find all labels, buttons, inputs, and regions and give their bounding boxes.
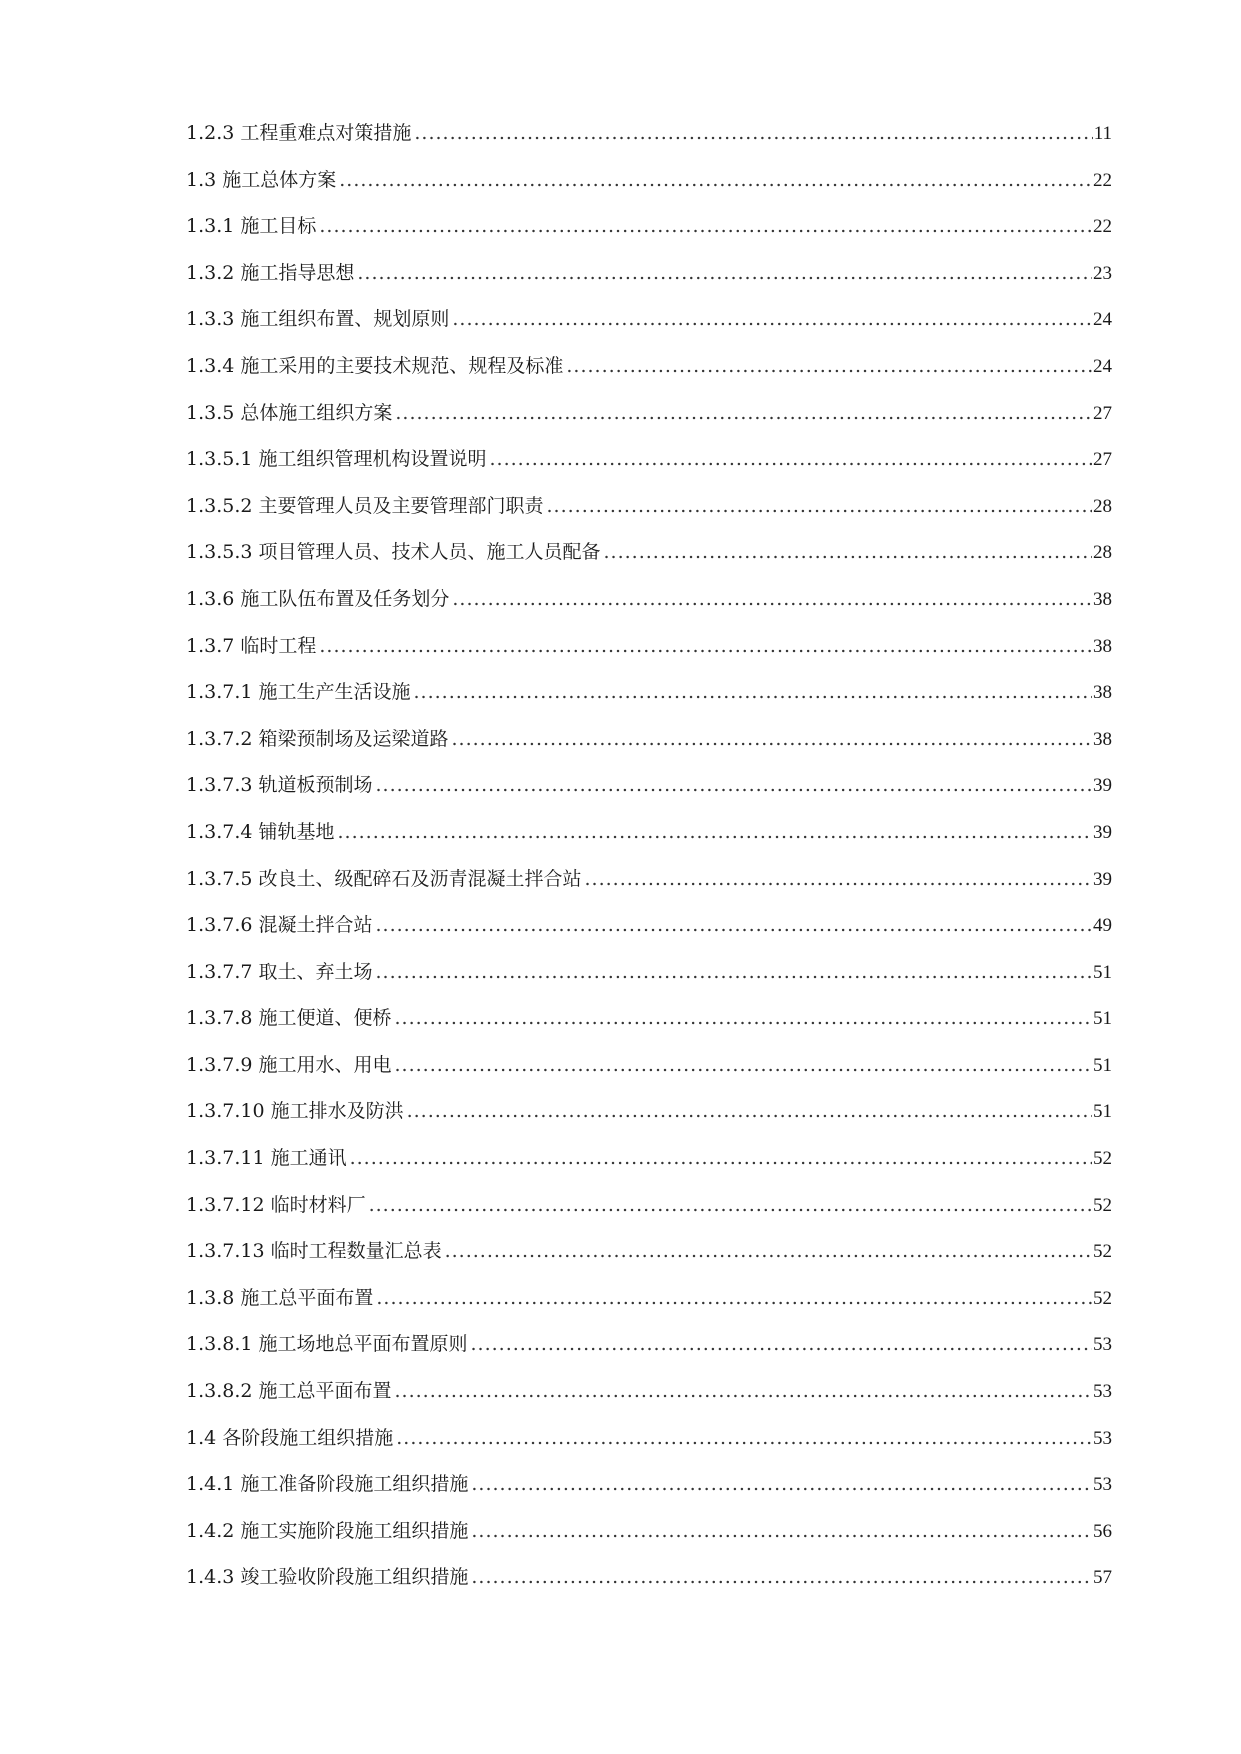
toc-entry-page-number: 52	[1093, 1287, 1112, 1309]
toc-entry[interactable]	[186, 623, 1112, 670]
toc-entry-page-number: 22	[1093, 216, 1112, 238]
toc-entry-page-number: 11	[1093, 123, 1112, 144]
toc-entry-number: 1.3.7.9	[186, 1053, 253, 1076]
toc-entry-title: 施工组织管理机构设置说明	[258, 448, 487, 471]
toc-dot-leader	[407, 1088, 1092, 1135]
toc-entry-title: 改良土、级配碎石及沥青混凝土拌合站	[258, 867, 582, 890]
toc-entry[interactable]	[186, 1415, 1112, 1462]
toc-dot-leader	[395, 995, 1093, 1042]
toc-entry[interactable]	[186, 529, 1112, 576]
toc-entry-number: 1.3.7.4	[186, 820, 253, 843]
toc-entry-page-number: 52	[1093, 1148, 1112, 1170]
toc-entry[interactable]	[186, 390, 1112, 437]
toc-entry-title: 箱梁预制场及运梁道路	[258, 727, 449, 750]
toc-entry-title: 施工指导思想	[240, 261, 355, 284]
toc-entry-title: 施工总平面布置	[258, 1380, 392, 1403]
toc-entry-number: 1.3.7.6	[186, 914, 253, 937]
toc-entry-page-number: 51	[1093, 1008, 1112, 1030]
toc-entry-title: 取土、弃土场	[258, 960, 373, 983]
toc-entry-title: 总体施工组织方案	[240, 401, 393, 424]
toc-entry-page-number: 39	[1093, 868, 1112, 890]
toc-entry-page-number: 52	[1093, 1194, 1112, 1216]
toc-dot-leader	[490, 436, 1093, 483]
toc-entry-number: 1.3.1	[186, 215, 235, 238]
toc-entry[interactable]	[186, 1088, 1112, 1135]
toc-entry-number: 1.3.5.1	[186, 448, 253, 471]
toc-entry-number: 1.3.7	[186, 634, 235, 657]
toc-entry-number: 1.3.8	[186, 1286, 235, 1309]
toc-entry[interactable]	[186, 1368, 1112, 1415]
toc-entry-number: 1.3.7.11	[186, 1147, 265, 1170]
toc-entry-number: 1.3.7.2	[186, 727, 253, 750]
toc-entry-number: 1.3.5.3	[186, 541, 253, 564]
toc-dot-leader	[339, 157, 1092, 204]
toc-entry-number: 1.3.6	[186, 587, 235, 610]
toc-entry-page-number: 51	[1093, 1101, 1112, 1123]
toc-entry-number: 1.3.3	[186, 308, 235, 331]
toc-entry-number: 1.3.7.12	[186, 1193, 265, 1216]
toc-entry-page-number: 38	[1093, 588, 1112, 610]
toc-dot-leader	[566, 343, 1092, 390]
toc-entry-number: 1.3.7.10	[186, 1100, 265, 1123]
toc-dot-leader	[319, 203, 1092, 250]
toc-entry-title: 主要管理人员及主要管理部门职责	[258, 494, 544, 517]
toc-entry-page-number: 28	[1093, 495, 1112, 517]
toc-dot-leader	[319, 623, 1092, 670]
toc-entry[interactable]	[186, 576, 1112, 623]
toc-entry-number: 1.3	[186, 168, 217, 191]
toc-entry-title: 竣工验收阶段施工组织措施	[240, 1566, 469, 1589]
toc-dot-leader	[452, 716, 1093, 763]
toc-entry-title: 施工生产生活设施	[258, 681, 411, 704]
toc-dot-leader	[376, 949, 1093, 996]
toc-entry[interactable]	[186, 902, 1112, 949]
toc-dot-leader	[395, 390, 1092, 437]
toc-entry-page-number: 28	[1093, 542, 1112, 564]
toc-dot-leader	[396, 1415, 1092, 1462]
toc-entry-page-number: 53	[1093, 1381, 1112, 1403]
toc-entry-title: 施工实施阶段施工组织措施	[240, 1519, 469, 1542]
toc-entry-page-number: 51	[1093, 961, 1112, 983]
toc-entry-title: 工程重难点对策措施	[240, 122, 412, 144]
toc-dot-leader	[376, 902, 1093, 949]
toc-entry[interactable]	[186, 110, 1112, 157]
toc-entry[interactable]	[186, 343, 1112, 390]
toc-entry-number: 1.3.7.1	[186, 681, 253, 704]
toc-entry[interactable]	[186, 1042, 1112, 1089]
toc-entry-number: 1.3.8.1	[186, 1333, 253, 1356]
toc-entry-number: 1.3.7.8	[186, 1007, 253, 1030]
toc-entry-number: 1.3.5.2	[186, 494, 253, 517]
toc-entry-number: 1.3.7.13	[186, 1240, 265, 1263]
toc-entry-page-number: 53	[1093, 1474, 1112, 1496]
toc-entry[interactable]	[186, 1275, 1112, 1322]
toc-entry-title: 各阶段施工组织措施	[222, 1426, 394, 1449]
toc-entry-title: 混凝土拌合站	[258, 914, 373, 937]
toc-entry-title: 施工目标	[240, 215, 317, 238]
toc-entry-page-number: 51	[1093, 1054, 1112, 1076]
toc-dot-leader	[471, 1461, 1092, 1508]
toc-dot-leader	[452, 296, 1092, 343]
toc-entry-title: 施工便道、便桥	[258, 1007, 392, 1030]
toc-entry-title: 施工排水及防洪	[270, 1100, 404, 1123]
toc-dot-leader	[395, 1368, 1093, 1415]
toc-entry[interactable]	[186, 250, 1112, 297]
toc-dot-leader	[395, 1042, 1093, 1089]
toc-entry-number: 1.3.8.2	[186, 1380, 253, 1403]
toc-entry[interactable]	[186, 1554, 1112, 1601]
toc-entry-title: 施工组织布置、规划原则	[240, 308, 450, 331]
toc-entry-page-number: 56	[1093, 1520, 1112, 1542]
toc-entry-number: 1.2.3	[186, 122, 235, 144]
toc-dot-leader	[452, 576, 1092, 623]
toc-entry-number: 1.3.7.7	[186, 960, 253, 983]
toc-dot-leader	[376, 762, 1093, 809]
toc-entry[interactable]	[186, 1461, 1112, 1508]
toc-entry-page-number: 38	[1093, 635, 1112, 657]
toc-entry-title: 临时工程	[240, 634, 317, 657]
toc-entry-number: 1.3.4	[186, 354, 235, 377]
toc-entry[interactable]	[186, 1182, 1112, 1229]
toc-entry[interactable]	[186, 1508, 1112, 1555]
toc-entry[interactable]	[186, 669, 1112, 716]
toc-dot-leader	[414, 110, 1092, 157]
toc-entry-page-number: 38	[1093, 728, 1112, 750]
toc-entry-page-number: 23	[1093, 262, 1112, 284]
toc-entry-title: 施工场地总平面布置原则	[258, 1333, 468, 1356]
toc-dot-leader	[369, 1182, 1092, 1229]
toc-entry-title: 临时材料厂	[270, 1193, 366, 1216]
toc-entry-title: 施工通讯	[270, 1147, 347, 1170]
toc-dot-leader	[547, 483, 1093, 530]
toc-entry[interactable]	[186, 762, 1112, 809]
toc-entry-title: 铺轨基地	[258, 820, 335, 843]
toc-entry[interactable]	[186, 809, 1112, 856]
toc-entry-page-number: 22	[1093, 169, 1112, 191]
toc-entry-page-number: 24	[1093, 355, 1112, 377]
toc-dot-leader	[471, 1554, 1092, 1601]
toc-entry-number: 1.4.1	[186, 1473, 235, 1496]
toc-entry-title: 施工采用的主要技术规范、规程及标准	[240, 354, 564, 377]
toc-entry-number: 1.4	[186, 1426, 217, 1449]
toc-entry[interactable]	[186, 716, 1112, 763]
toc-entry[interactable]	[186, 1135, 1112, 1182]
toc-entry[interactable]	[186, 1321, 1112, 1368]
toc-dot-leader	[604, 529, 1093, 576]
toc-entry-page-number: 27	[1093, 402, 1112, 424]
toc-entry[interactable]	[186, 949, 1112, 996]
toc-dot-leader	[338, 809, 1093, 856]
toc-entry-page-number: 27	[1093, 449, 1112, 471]
toc-entry-page-number: 38	[1093, 682, 1112, 704]
toc-entry[interactable]	[186, 1228, 1112, 1275]
toc-dot-leader	[357, 250, 1092, 297]
toc-entry-number: 1.3.7.3	[186, 774, 253, 797]
toc-entry-title: 施工准备阶段施工组织措施	[240, 1473, 469, 1496]
toc-entry-title: 轨道板预制场	[258, 774, 373, 797]
toc-dot-leader	[585, 856, 1093, 903]
toc-entry[interactable]	[186, 203, 1112, 250]
table-of-contents	[186, 110, 1112, 1601]
toc-entry[interactable]	[186, 995, 1112, 1042]
toc-entry-page-number: 53	[1093, 1427, 1112, 1449]
toc-entry-page-number: 49	[1093, 915, 1112, 937]
toc-dot-leader	[471, 1321, 1093, 1368]
toc-entry-title: 临时工程数量汇总表	[270, 1240, 442, 1263]
toc-entry[interactable]	[186, 483, 1112, 530]
toc-entry-page-number: 52	[1093, 1241, 1112, 1263]
toc-entry-page-number: 57	[1093, 1567, 1112, 1589]
toc-entry[interactable]	[186, 856, 1112, 903]
toc-entry[interactable]	[186, 157, 1112, 204]
toc-dot-leader	[471, 1508, 1092, 1555]
toc-entry-title: 施工用水、用电	[258, 1053, 392, 1076]
toc-dot-leader	[445, 1228, 1092, 1275]
toc-entry-page-number: 39	[1093, 821, 1112, 843]
toc-dot-leader	[414, 669, 1093, 716]
toc-entry-number: 1.3.2	[186, 261, 235, 284]
toc-entry-number: 1.3.7.5	[186, 867, 253, 890]
toc-dot-leader	[350, 1135, 1092, 1182]
toc-entry-title: 项目管理人员、技术人员、施工人员配备	[258, 541, 601, 564]
toc-entry-title: 施工队伍布置及任务划分	[240, 587, 450, 610]
toc-entry-number: 1.4.2	[186, 1519, 235, 1542]
toc-entry-page-number: 39	[1093, 775, 1112, 797]
toc-entry-page-number: 24	[1093, 309, 1112, 331]
toc-entry-number: 1.4.3	[186, 1566, 235, 1589]
toc-entry[interactable]	[186, 296, 1112, 343]
toc-entry-page-number: 53	[1093, 1334, 1112, 1356]
toc-dot-leader	[376, 1275, 1092, 1322]
toc-entry-number: 1.3.5	[186, 401, 235, 424]
toc-entry[interactable]	[186, 436, 1112, 483]
toc-entry-title: 施工总平面布置	[240, 1286, 374, 1309]
toc-entry-title: 施工总体方案	[222, 168, 337, 191]
